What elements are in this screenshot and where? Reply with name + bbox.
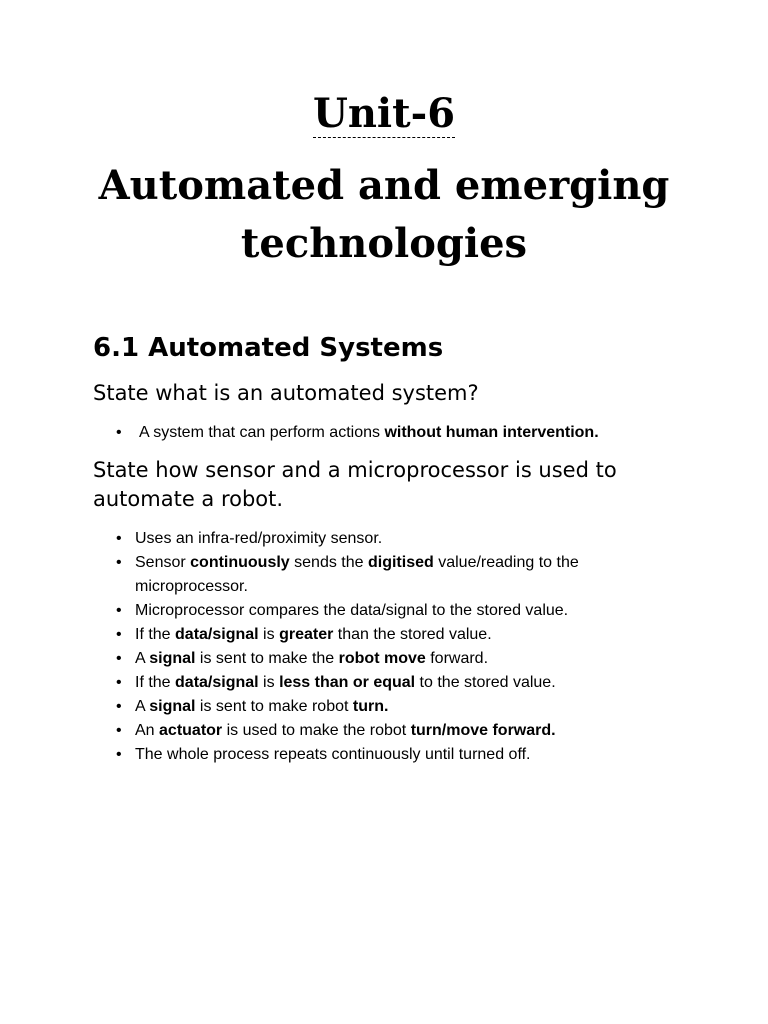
text: forward. bbox=[425, 650, 489, 667]
main-title: Automated and emerging technologies bbox=[98, 162, 670, 267]
text: A bbox=[135, 650, 150, 667]
text: value/reading to the microprocessor. bbox=[135, 554, 579, 595]
text: If the bbox=[135, 674, 176, 691]
unit-label: Unit-6 bbox=[312, 90, 456, 137]
list-item bbox=[0, 719, 605, 743]
question-2: State how sensor and a microprocessor is used to automate a robot. bbox=[93, 458, 617, 511]
list-item bbox=[0, 551, 605, 599]
bullet-icon: • bbox=[116, 698, 122, 715]
text: If the bbox=[135, 626, 176, 643]
text: is used to make the robot bbox=[222, 722, 411, 739]
list-item bbox=[0, 671, 605, 695]
bold-text: signal bbox=[149, 650, 196, 667]
text: A bbox=[135, 698, 150, 715]
bullet-icon: • bbox=[116, 674, 122, 691]
bold-text: robot move bbox=[338, 650, 426, 667]
list-item bbox=[0, 695, 605, 719]
bullet-icon: • bbox=[116, 626, 122, 643]
bold-text: turn. bbox=[352, 698, 389, 715]
bold-text: without human intervention. bbox=[384, 424, 599, 441]
unit-title bbox=[0, 88, 768, 140]
text: is sent to make robot bbox=[195, 698, 353, 715]
text: is bbox=[258, 626, 280, 643]
text: to the stored value. bbox=[415, 674, 556, 691]
list-item bbox=[0, 527, 605, 551]
text: than the stored value. bbox=[333, 626, 492, 643]
text: sends the bbox=[289, 554, 368, 571]
list-item bbox=[0, 623, 605, 647]
bold-text: less than or equal bbox=[279, 674, 416, 691]
question-1: State what is an automated system? bbox=[93, 381, 479, 405]
text: Microprocessor compares the data/signal to the stored value. bbox=[135, 602, 569, 619]
text: A system that can perform actions bbox=[139, 424, 385, 441]
section-heading: 6.1 Automated Systems bbox=[93, 333, 444, 363]
list-item bbox=[0, 421, 609, 445]
bold-text: actuator bbox=[159, 722, 223, 739]
bullet-icon: • bbox=[116, 424, 122, 441]
bullet-icon: • bbox=[116, 530, 122, 547]
bullet-icon: • bbox=[116, 602, 122, 619]
text: An bbox=[135, 722, 160, 739]
text: The whole process repeats continuously until turned off. bbox=[135, 746, 531, 763]
bold-text: continuously bbox=[190, 554, 290, 571]
bullet-icon: • bbox=[116, 722, 122, 739]
answer-list-1 bbox=[0, 421, 609, 445]
text: Uses an infra-red/proximity sensor. bbox=[135, 530, 383, 547]
bold-text: data/signal bbox=[175, 626, 259, 643]
bold-text: signal bbox=[149, 698, 196, 715]
bullet-icon: • bbox=[116, 746, 122, 763]
list-item bbox=[0, 743, 605, 767]
list-item bbox=[0, 647, 605, 671]
bullet-icon: • bbox=[116, 650, 122, 667]
bullet-icon: • bbox=[116, 554, 122, 571]
bold-text: turn/move forward. bbox=[410, 722, 556, 739]
list-item bbox=[0, 599, 605, 623]
text: is bbox=[258, 674, 280, 691]
answer-list-2 bbox=[0, 527, 605, 767]
text: is sent to make the bbox=[195, 650, 339, 667]
bold-text: data/signal bbox=[175, 674, 259, 691]
bold-text: greater bbox=[279, 626, 334, 643]
text: Sensor bbox=[135, 554, 191, 571]
bold-text: digitised bbox=[367, 554, 434, 571]
